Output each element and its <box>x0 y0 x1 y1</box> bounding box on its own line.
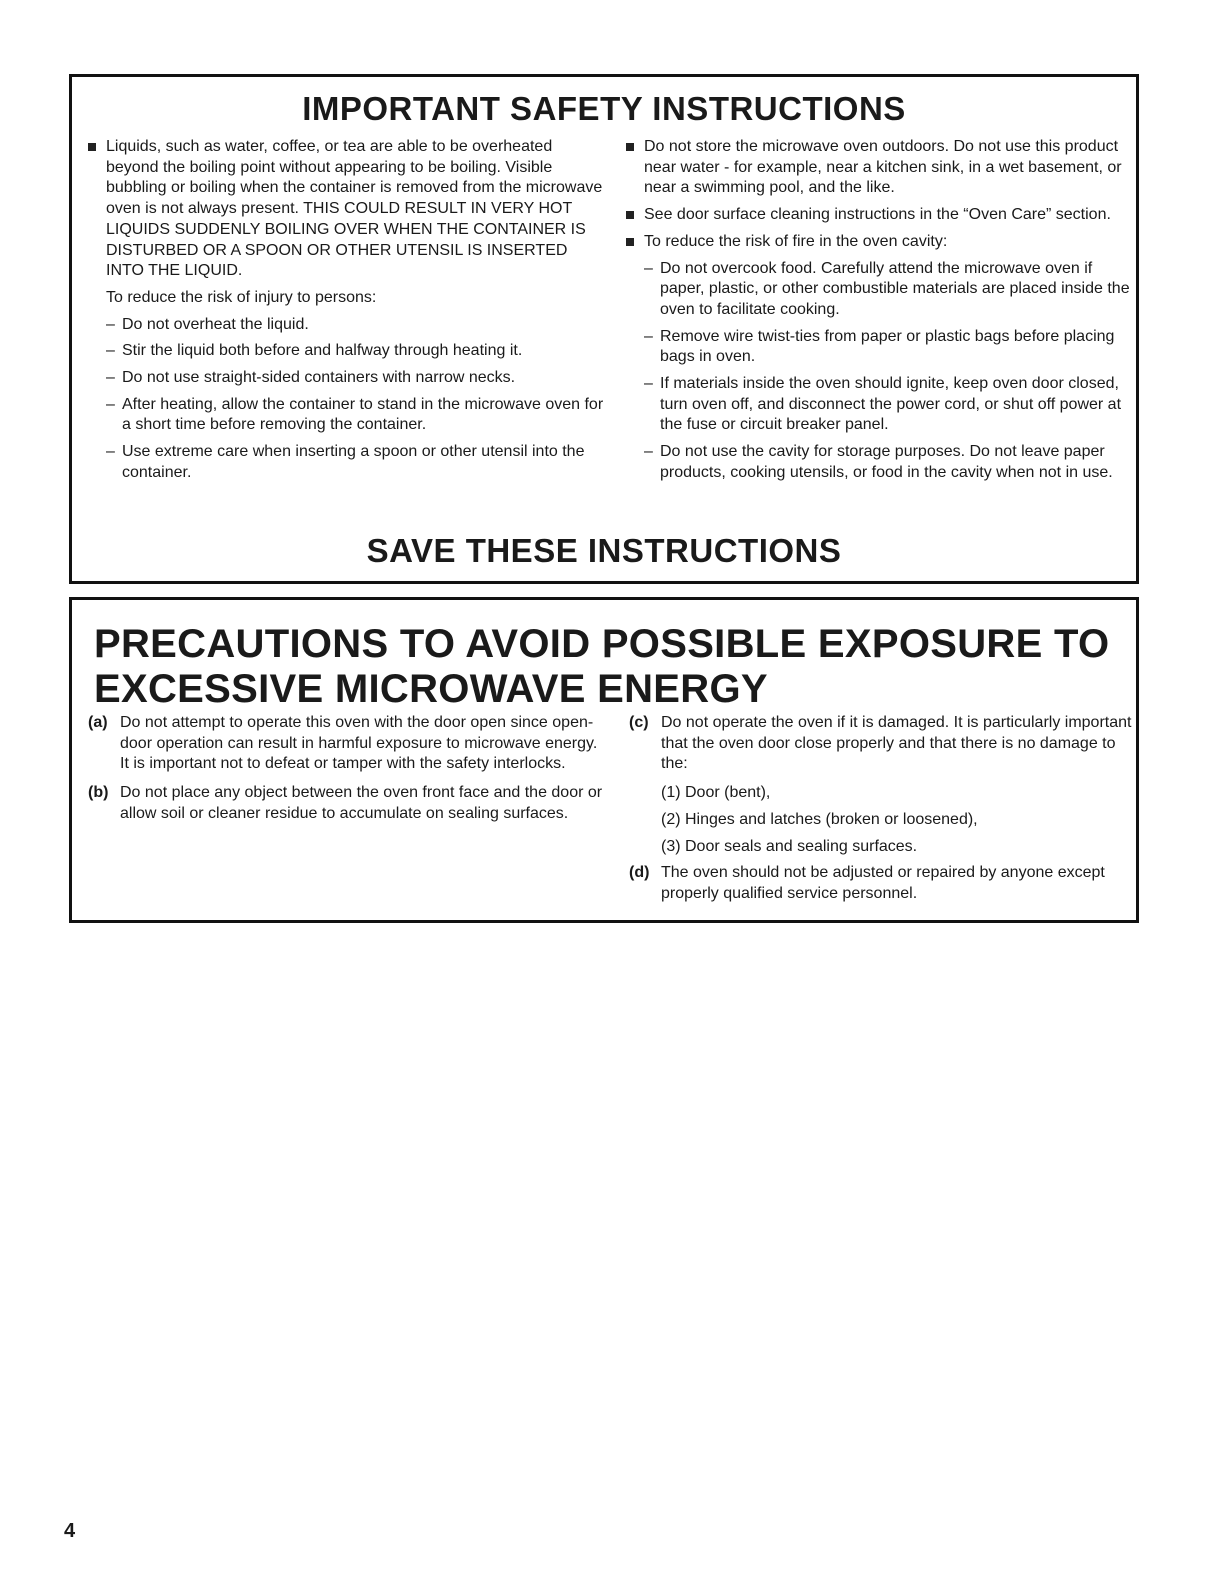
bullet-text: See door surface cleaning instructions in the “Oven Care” section. <box>644 206 1111 224</box>
dash-marker: – <box>106 395 115 413</box>
item-text: Do not attempt to operate this oven with the door open since open-door operation can result in harmful exposure to microwave energy. It is important not to defeat or tamper with the safety interlocks. <box>120 714 598 773</box>
dash-text: Do not use straight-sided containers with narrow necks. <box>122 369 516 387</box>
dash-text: Remove wire twist-ties from paper or plastic bags before placing bags in oven. <box>660 327 1115 366</box>
dash-item <box>622 259 1134 321</box>
dash-text: Do not use the cavity for storage purposes. Do not leave paper products, cooking utensils, or food in the cavity when not in use. <box>660 443 1113 481</box>
bullet-item <box>622 232 1134 253</box>
precaution-item-a <box>84 713 604 775</box>
item-text: The oven should not be adjusted or repaired by anyone except properly qualified service personnel. <box>661 864 1105 902</box>
dash-text: After heating, allow the container to stand in the microwave oven for a short time before removing the container. <box>122 395 604 434</box>
dash-text: Use extreme care when inserting a spoon or other utensil into the container. <box>122 443 585 481</box>
safety-instructions-box <box>69 74 1139 584</box>
precaution-item-c <box>625 713 1135 775</box>
bullet-item <box>622 205 1134 226</box>
dash-item <box>84 395 609 436</box>
bullet-item <box>84 137 609 282</box>
dash-item <box>84 315 609 336</box>
dash-marker: – <box>644 443 653 461</box>
save-instructions-title: SAVE THESE INSTRUCTIONS <box>366 532 842 569</box>
sub-item: (1) Door (bent), <box>661 784 771 802</box>
dash-text: Do not overcook food. Carefully attend the microwave oven if paper, plastic, or other combustible materials are placed inside the oven to facilitate cooking. <box>660 259 1130 318</box>
dash-marker: – <box>644 327 653 345</box>
dash-text: Do not overheat the liquid. <box>122 315 309 333</box>
dash-item <box>622 374 1134 436</box>
sub-item: (3) Door seals and sealing surfaces. <box>661 837 918 855</box>
safety-right-column <box>622 137 1134 490</box>
precautions-box <box>69 597 1139 923</box>
bullet-text: To reduce the risk of fire in the oven cavity: <box>644 232 948 250</box>
square-bullet-icon <box>626 238 634 246</box>
bullet-item <box>622 137 1134 199</box>
item-label: (b) <box>88 784 109 802</box>
dash-item <box>84 341 609 362</box>
square-bullet-icon <box>626 143 634 151</box>
item-label: (d) <box>629 864 650 882</box>
dash-marker: – <box>106 369 115 387</box>
dash-item <box>622 442 1134 483</box>
dash-marker: – <box>106 443 115 461</box>
page-number: 4 <box>64 1520 76 1542</box>
precaution-item-d <box>625 863 1135 904</box>
dash-marker: – <box>644 375 653 393</box>
dash-marker: – <box>106 342 115 360</box>
dash-marker: – <box>106 315 115 333</box>
bullet-text: Do not store the microwave oven outdoors. Do not use this product near water - for example, near a kitchen sink, in a wet basement, or near a swimming pool, and the like. <box>644 138 1122 197</box>
item-label: (a) <box>88 714 108 731</box>
dash-item <box>84 442 609 483</box>
dash-marker: – <box>644 259 653 277</box>
precautions-left-column <box>84 713 604 833</box>
square-bullet-icon <box>626 211 634 219</box>
sub-item: (2) Hinges and latches (broken or loosened), <box>661 810 978 828</box>
precautions-right-column <box>625 713 1135 913</box>
square-bullet-icon <box>88 143 96 151</box>
precaution-item-b <box>84 783 604 824</box>
safety-title: IMPORTANT SAFETY INSTRUCTIONS <box>302 90 906 127</box>
safety-left-column <box>84 137 609 490</box>
dash-text: If materials inside the oven should ignite, keep oven door closed, turn oven off, and disconnect the power cord, or shut off power at the fuse or circuit breaker panel. <box>660 375 1122 434</box>
item-text: Do not place any object between the oven front face and the door or allow soil or cleaner residue to accumulate on sealing surfaces. <box>120 784 603 822</box>
intro-text: To reduce the risk of injury to persons: <box>106 288 377 306</box>
dash-item <box>84 368 609 389</box>
precautions-title <box>94 622 1136 712</box>
precautions-title-line2: EXCESSIVE MICROWAVE ENERGY <box>94 667 768 711</box>
dash-text: Stir the liquid both before and halfway through heating it. <box>122 342 523 360</box>
item-label: (c) <box>629 714 649 731</box>
precautions-title-line1: PRECAUTIONS TO AVOID POSSIBLE EXPOSURE TO <box>94 622 1110 666</box>
dash-item <box>622 327 1134 368</box>
item-text: Do not operate the oven if it is damaged. It is particularly important that the oven door close properly and that there is no damage to the: <box>661 714 1132 773</box>
bullet-text: Liquids, such as water, coffee, or tea are able to be overheated beyond the boiling point without appearing to be boiling. Visible bubbling or boiling when the container is removed from the microwave oven is not always present. THIS COULD RESULT IN VERY HOT LIQUIDS SUDDENLY BOILING OVER WHEN THE CONTAINER IS DISTURBED OR A SPOON OR OTHER UTENSIL IS INSERTED INTO THE LIQUID. <box>106 138 603 280</box>
